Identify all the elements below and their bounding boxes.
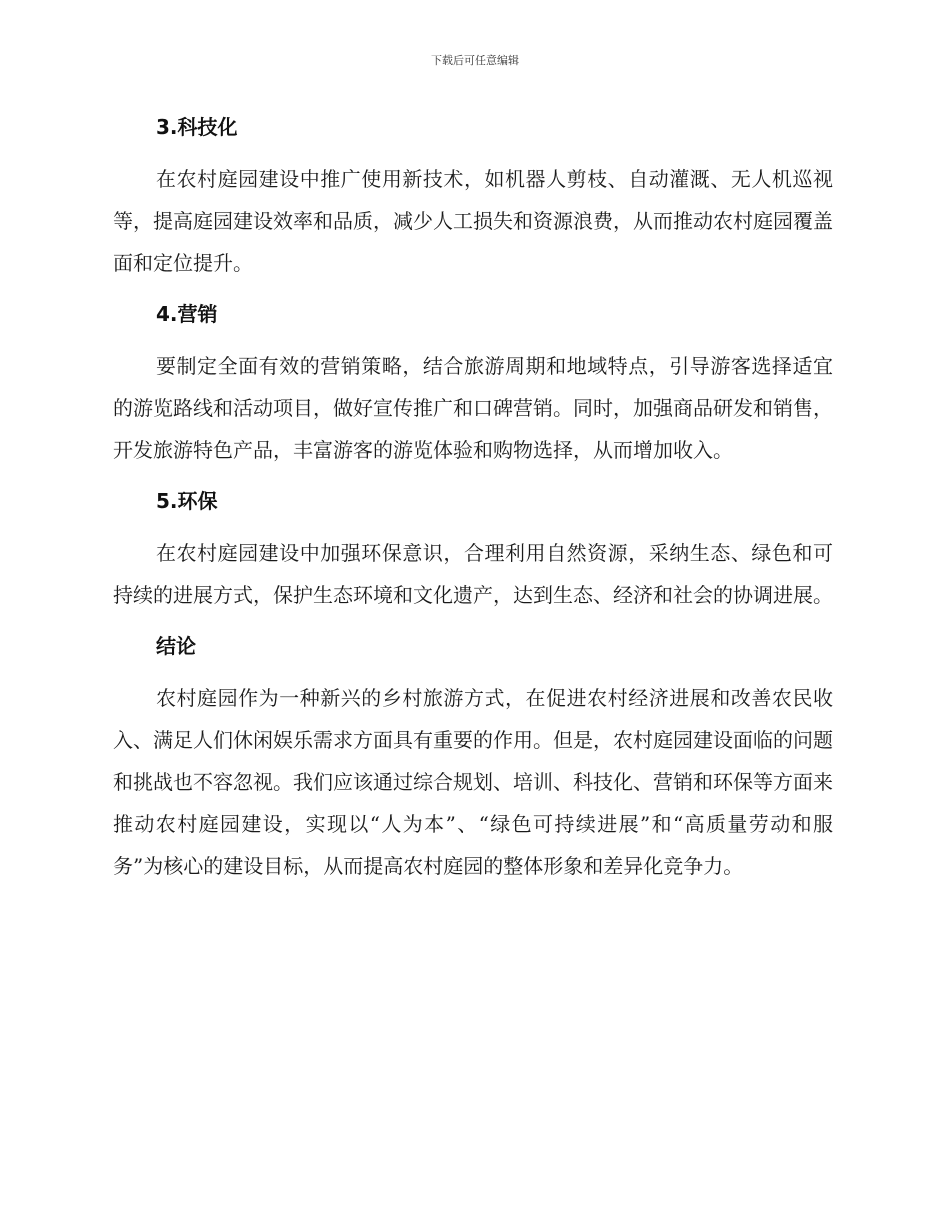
section-paragraph-conclusion: 农村庭园作为一种新兴的乡村旅游方式，在促进农村经济进展和改善农民收入、满足人们休闲娱乐需求方面具有重要的作用。但是，农村庭园建设面临的问题和挑战也不容忽视。我们应该通过综合规划、培训、科技化、营销和环保等方面来推动农村庭园建设，实现以“人为本”、“绿色可持续进展”和“高质量劳动和服务”为核心的建设目标，从而提高农村庭园的整体形象和差异化竞争力。 [113, 686, 833, 878]
section-heading-environment: 5.环保 [156, 489, 218, 513]
header-note: 下载后可任意编辑 [431, 54, 519, 67]
section-heading-marketing: 4.营销 [156, 302, 218, 326]
section-paragraph-environment: 在农村庭园建设中加强环保意识，合理利用自然资源，采纳生态、绿色和可持续的进展方式，保护生态环境和文化遗产，达到生态、经济和社会的协调进展。 [113, 541, 833, 607]
section-paragraph-technology: 在农村庭园建设中推广使用新技术，如机器人剪枝、自动灌溉、无人机巡视等，提高庭园建设效率和品质，减少人工损失和资源浪费，从而推动农村庭园覆盖面和定位提升。 [113, 167, 833, 275]
section-heading-technology: 3.科技化 [156, 115, 238, 139]
document-body [113, 106, 833, 887]
section-paragraph-marketing: 要制定全面有效的营销策略，结合旅游周期和地域特点，引导游客选择适宜的游览路线和活动项目，做好宣传推广和口碑营销。同时，加强商品研发和销售，开发旅游特色产品，丰富游客的游览体验和购物选择，从而增加收入。 [113, 354, 833, 462]
section-heading-conclusion: 结论 [156, 634, 196, 658]
